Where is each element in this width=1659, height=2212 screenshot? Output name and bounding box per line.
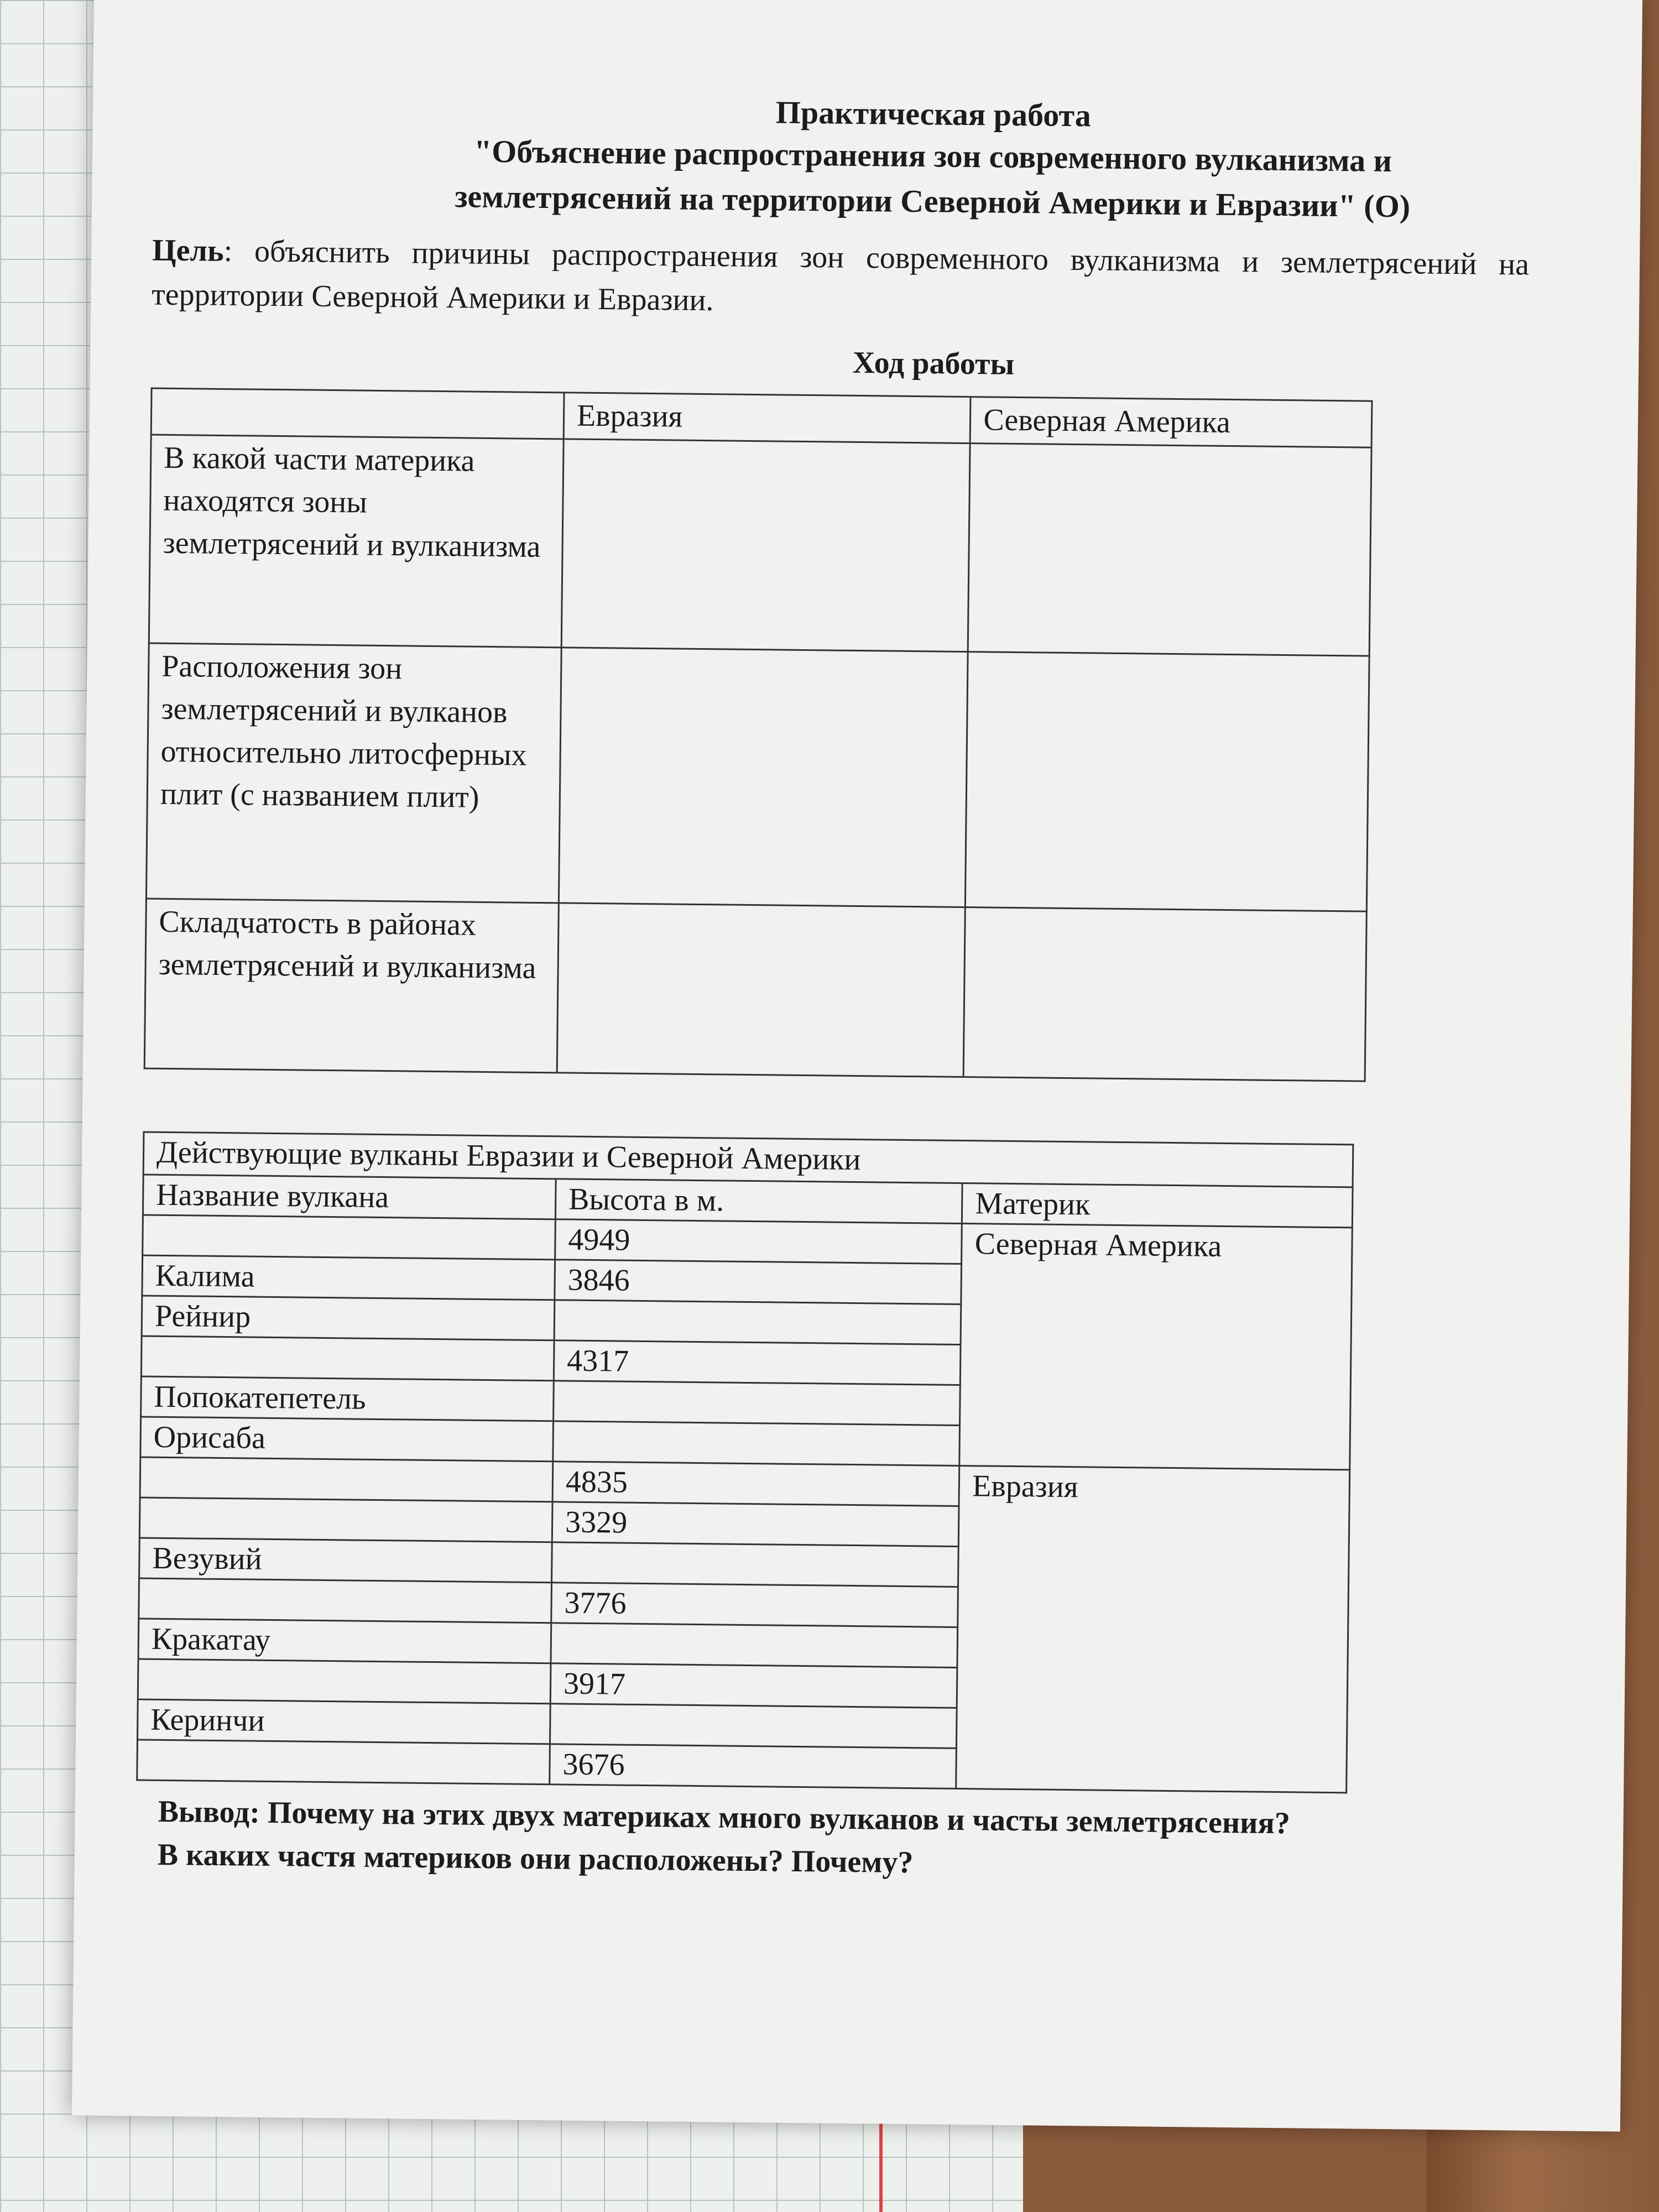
- volcano-height[interactable]: 4317: [554, 1340, 961, 1385]
- title-block: [153, 87, 1614, 232]
- analysis-row-label: В какой части материка находятся зоны землетрясений и вулканизма: [149, 435, 564, 648]
- volcano-height[interactable]: 3917: [550, 1663, 957, 1708]
- volcano-name[interactable]: [143, 1215, 556, 1260]
- volcano-name[interactable]: [140, 1457, 553, 1502]
- volcano-height[interactable]: 4949: [555, 1219, 962, 1264]
- worksheet-content: [135, 87, 1614, 1891]
- conclusion-block: [157, 1790, 1595, 1891]
- analysis-row: [149, 435, 1371, 656]
- analysis-table: [144, 388, 1373, 1082]
- goal-paragraph: [152, 228, 1530, 331]
- analysis-row: [144, 899, 1366, 1081]
- volcano-header-continent: Материк: [962, 1183, 1353, 1228]
- volcano-height[interactable]: [554, 1300, 961, 1345]
- volcano-height[interactable]: 4835: [552, 1462, 959, 1506]
- volcano-height[interactable]: [553, 1421, 960, 1466]
- volcano-name[interactable]: [141, 1336, 554, 1381]
- volcano-height[interactable]: 3329: [552, 1502, 959, 1547]
- volcano-height[interactable]: 3846: [555, 1260, 962, 1305]
- volcano-name[interactable]: Попокатепетель: [141, 1376, 554, 1421]
- analysis-cell-eurasia[interactable]: [557, 903, 966, 1077]
- analysis-cell-north-america[interactable]: [964, 907, 1367, 1082]
- analysis-row: [146, 643, 1369, 911]
- conclusion-line-1: Вывод: Почему на этих двух материках много вулканов и часты землетрясения?: [158, 1794, 1291, 1841]
- volcano-header-height: Высота в м.: [555, 1179, 962, 1224]
- worksheet-paper: [72, 0, 1642, 2132]
- analysis-cell-eurasia[interactable]: [561, 439, 970, 652]
- analysis-header-eurasia: Евразия: [564, 393, 971, 444]
- goal-label: Цель: [152, 233, 224, 268]
- volcano-name[interactable]: Керинчи: [137, 1699, 550, 1744]
- volcano-height[interactable]: 3776: [551, 1583, 958, 1627]
- volcano-name[interactable]: Кракатау: [138, 1619, 551, 1663]
- title-line-1: Практическая работа: [775, 94, 1092, 134]
- volcano-name[interactable]: Калима: [142, 1255, 555, 1300]
- analysis-row-label: Складчатость в районах землетрясений и вулканизма: [144, 899, 559, 1073]
- analysis-row-label: Расположения зон землетрясений и вулканов относительно литосферных плит (с названием плит): [146, 643, 561, 903]
- conclusion-line-2: В каких частя материков они расположены? Почему?: [157, 1837, 914, 1880]
- title-line-3: землетрясений на территории Северной Америки и Евразии" (О): [454, 178, 1411, 225]
- volcano-height[interactable]: [554, 1381, 961, 1426]
- analysis-cell-eurasia[interactable]: [559, 648, 968, 907]
- volcano-name[interactable]: [139, 1498, 552, 1542]
- volcano-height[interactable]: [551, 1542, 958, 1587]
- analysis-header-north-america: Северная Америка: [971, 397, 1372, 448]
- volcano-name[interactable]: [137, 1740, 550, 1785]
- volcano-header-name: Название вулкана: [143, 1175, 556, 1219]
- progress-heading: Ход работы: [852, 345, 1015, 382]
- volcano-table: [136, 1131, 1354, 1793]
- volcano-name[interactable]: Рейнир: [142, 1296, 555, 1340]
- volcano-name[interactable]: Орисаба: [140, 1417, 554, 1462]
- analysis-cell-north-america[interactable]: [968, 444, 1372, 656]
- volcano-height[interactable]: 3676: [550, 1744, 957, 1789]
- analysis-cell-north-america[interactable]: [966, 652, 1369, 912]
- analysis-header-empty: [151, 388, 564, 439]
- volcano-name[interactable]: Везувий: [139, 1538, 552, 1583]
- volcano-height[interactable]: [551, 1623, 958, 1668]
- volcano-name[interactable]: [138, 1659, 551, 1704]
- volcano-table-caption: Действующие вулканы Евразии и Северной Америки: [143, 1132, 1353, 1187]
- title-line-2: "Объяснение распространения зон современного вулканизма и: [473, 133, 1392, 179]
- continent-eurasia: Евразия: [956, 1465, 1350, 1792]
- goal-text: : объяснить причины распространения зон современного вулканизма и землетрясений на территории Северной Америки и Евразии.: [152, 233, 1530, 318]
- continent-north-america: Северная Америка: [959, 1224, 1352, 1470]
- volcano-height[interactable]: [550, 1704, 957, 1749]
- volcano-name[interactable]: [139, 1578, 552, 1623]
